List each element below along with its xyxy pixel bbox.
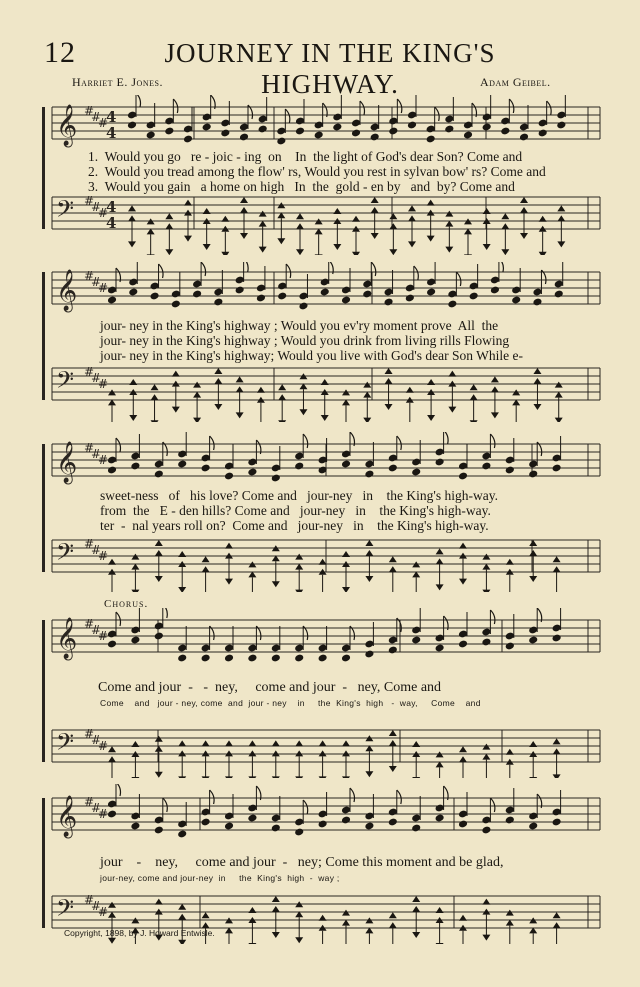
svg-text:𝄞: 𝄞 (56, 618, 78, 659)
svg-text:𝄢: 𝄢 (56, 538, 75, 571)
svg-text:#: # (84, 727, 95, 741)
svg-text:#: # (84, 537, 95, 551)
svg-text:4: 4 (106, 214, 117, 232)
svg-text:𝄢: 𝄢 (56, 894, 75, 927)
verse-1-line-3: sweet-ness of his love? Come and jour-ney in the King's high-way. (100, 488, 498, 503)
svg-text:#: # (91, 110, 102, 124)
chorus-bass-words-1: Come and jour - ney, come and jour - ney in the King's high - way, Come and (100, 698, 481, 708)
svg-text:𝄞: 𝄞 (56, 796, 78, 837)
page-number: 12 (44, 36, 76, 69)
svg-text:𝄢: 𝄢 (56, 366, 75, 399)
svg-text:#: # (84, 365, 95, 379)
verse-3-line-1: 3. Would you gain a home on high In the gold - en by and by? Come and (88, 179, 515, 194)
svg-text:#: # (84, 104, 95, 118)
svg-text:#: # (98, 905, 109, 919)
svg-text:4: 4 (106, 108, 117, 126)
svg-text:𝄞: 𝄞 (56, 442, 78, 483)
svg-text:𝄢: 𝄢 (56, 728, 75, 761)
svg-text:#: # (98, 453, 109, 467)
chorus-line-1: Come and jour - - ney, come and jour - ney, Come and (98, 680, 442, 695)
svg-text:#: # (84, 617, 95, 631)
svg-text:#: # (91, 371, 102, 385)
svg-text:4: 4 (106, 124, 117, 142)
svg-text:#: # (84, 441, 95, 455)
svg-text:𝄢: 𝄢 (56, 195, 75, 228)
svg-text:#: # (98, 629, 109, 643)
verse-3-line-2: jour- ney in the King's highway; Would you live with God's dear Son While e- (100, 348, 523, 363)
svg-text:#: # (91, 275, 102, 289)
chorus-line-2: jour - ney, come and jour - ney; Come this moment and be glad, (100, 855, 504, 870)
hymn-title: JOURNEY IN THE KING'S HIGHWAY. (164, 38, 496, 99)
svg-text:#: # (84, 194, 95, 208)
svg-text:#: # (98, 116, 109, 130)
svg-text:#: # (98, 206, 109, 220)
svg-text:#: # (91, 200, 102, 214)
verse-1-line-1: 1. Would you go re - joic - ing on In the light of God's dear Son? Come and (88, 149, 523, 164)
svg-text:#: # (98, 739, 109, 753)
copyright-notice: Copyright, 1898, by J. Howard Entwisle. (64, 928, 215, 938)
chorus-bass-words-2: jour-ney, come and jour-ney in the King's high - way ; (100, 873, 340, 883)
composer-credit: Adam Geibel. (480, 75, 551, 89)
verse-2-line-1: 2. Would you tread among the flow' rs, Would you rest in sylvan bow' rs? Come and (88, 164, 546, 179)
svg-text:#: # (84, 795, 95, 809)
svg-text:#: # (91, 733, 102, 747)
verse-3-line-3: ter - nal years roll on? Come and jour-ney in the King's high-way. (100, 518, 489, 533)
svg-text:#: # (84, 893, 95, 907)
verse-2-line-3: from the E - den hills? Come and jour-ney in the King's high-way. (100, 503, 491, 518)
svg-text:#: # (91, 623, 102, 637)
verse-2-line-2: jour- ney in the King's highway ; Would you drink from living rills Flowing (100, 333, 510, 348)
svg-text:#: # (98, 281, 109, 295)
svg-text:#: # (91, 801, 102, 815)
svg-text:#: # (91, 447, 102, 461)
svg-text:4: 4 (106, 198, 117, 216)
svg-text:𝄞: 𝄞 (56, 270, 78, 311)
svg-text:#: # (98, 549, 109, 563)
lyricist-credit: Harriet E. Jones. (72, 75, 163, 89)
svg-text:𝄞: 𝄞 (56, 105, 78, 146)
svg-text:#: # (91, 899, 102, 913)
chorus-label: Chorus. (104, 598, 149, 610)
verse-1-line-2: jour- ney in the King's highway ; Would you ev'ry moment prove All the (100, 318, 499, 333)
svg-text:#: # (84, 269, 95, 283)
svg-text:#: # (91, 543, 102, 557)
svg-text:#: # (98, 807, 109, 821)
svg-text:#: # (98, 377, 109, 391)
